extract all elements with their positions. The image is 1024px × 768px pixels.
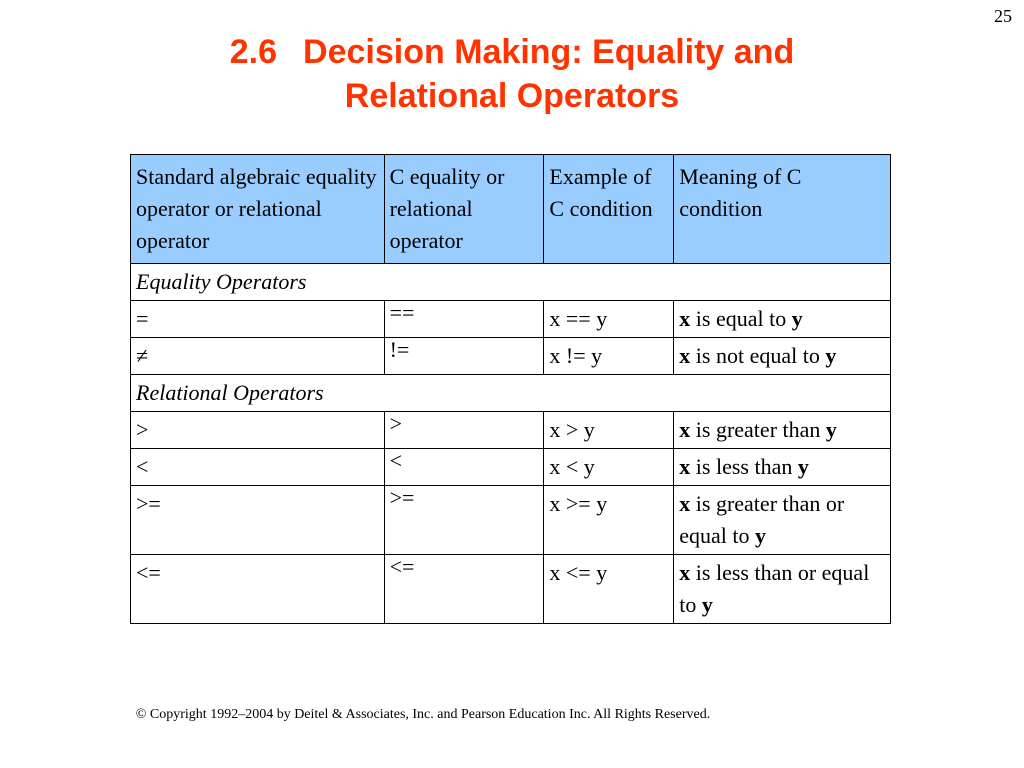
example-condition: x >= y — [544, 486, 674, 555]
title-line-1 — [0, 30, 1024, 74]
algebraic-operator: < — [131, 449, 385, 486]
page-number: 25 — [994, 6, 1012, 26]
table-row — [131, 301, 891, 338]
table-row — [131, 555, 891, 624]
c-operator: == — [384, 301, 544, 338]
meaning: x is less than or equal to y — [674, 555, 891, 624]
example-condition: x > y — [544, 412, 674, 449]
copyright-footer: © Copyright 1992–2004 by Deitel & Associates, Inc. and Pearson Education Inc. All Rights Reserved. — [135, 707, 711, 722]
c-operator: <= — [384, 555, 544, 624]
algebraic-operator: = — [131, 301, 385, 338]
table-row — [131, 412, 891, 449]
table-row — [131, 449, 891, 486]
meaning: x is equal to y — [674, 301, 891, 338]
meaning: x is greater than y — [674, 412, 891, 449]
algebraic-operator: ≠ — [131, 338, 385, 375]
algebraic-operator: > — [131, 412, 385, 449]
section-row-relational — [131, 375, 891, 412]
c-operator: != — [384, 338, 544, 375]
section-label: Equality Operators — [131, 264, 891, 301]
meaning: x is less than y — [674, 449, 891, 486]
section-label: Relational Operators — [131, 375, 891, 412]
meaning: x is not equal to y — [674, 338, 891, 375]
table-header-row — [131, 155, 891, 264]
header-c-operator: C equality or relational operator — [384, 155, 544, 264]
header-meaning: Meaning of C condition — [674, 155, 891, 264]
title-text-line-2: Relational Operators — [344, 77, 680, 115]
table-row — [131, 338, 891, 375]
section-number: 2.6 — [229, 33, 278, 71]
example-condition: x < y — [544, 449, 674, 486]
example-condition: x == y — [544, 301, 674, 338]
title-text-line-1: Decision Making: Equality and — [303, 33, 795, 71]
algebraic-operator: <= — [131, 555, 385, 624]
header-algebraic: Standard algebraic equality operator or relational operator — [131, 155, 385, 264]
example-condition: x <= y — [544, 555, 674, 624]
c-operator: >= — [384, 486, 544, 555]
algebraic-operator: >= — [131, 486, 385, 555]
table-row — [131, 486, 891, 555]
operators-table — [130, 154, 891, 624]
c-operator: < — [384, 449, 544, 486]
c-operator: > — [384, 412, 544, 449]
section-row-equality — [131, 264, 891, 301]
header-example: Example of C condition — [544, 155, 674, 264]
slide-title — [0, 30, 1024, 118]
meaning: x is greater than or equal to y — [674, 486, 891, 555]
example-condition: x != y — [544, 338, 674, 375]
